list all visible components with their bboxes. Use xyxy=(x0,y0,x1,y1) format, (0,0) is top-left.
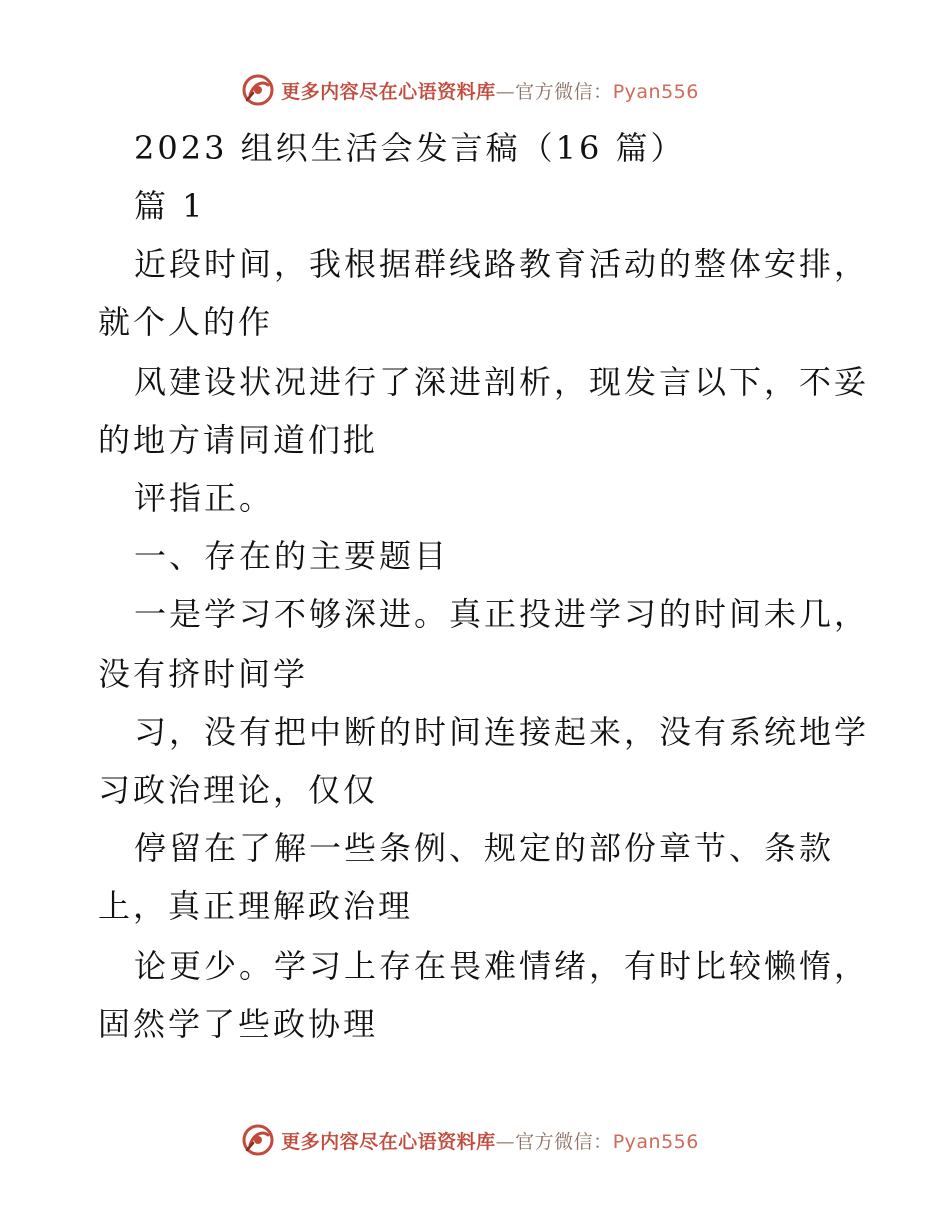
header-banner-text xyxy=(281,77,699,104)
body-line: 论更少。学习上存在畏难情绪，有时比较懒惰， xyxy=(134,947,870,985)
document-title: 2023 组织生活会发言稿（16 篇） xyxy=(134,129,686,167)
header-separator: — xyxy=(495,80,516,103)
body-line: 一是学习不够深进。真正投进学习的时间未几， xyxy=(134,595,870,633)
body-line: 评指正。 xyxy=(134,479,275,517)
header-colon: ： xyxy=(593,80,613,103)
section-heading: 篇 1 xyxy=(134,187,206,225)
body-line: 一、存在的主要题目 xyxy=(134,537,450,575)
footer-banner-text xyxy=(281,1127,699,1154)
header-brand-text: 更多内容尽在心语资料库 xyxy=(281,80,496,103)
brand-logo-icon xyxy=(241,73,275,107)
body-line: 就个人的作 xyxy=(98,303,274,341)
footer-official-label: 官方微信 xyxy=(515,1130,594,1153)
header-wechat-id: Pyan556 xyxy=(612,80,699,103)
body-line: 固然学了些政协理 xyxy=(98,1005,379,1043)
footer-separator: — xyxy=(495,1130,516,1153)
header-official-label: 官方微信 xyxy=(515,80,594,103)
header-banner xyxy=(0,70,950,110)
footer-brand-text: 更多内容尽在心语资料库 xyxy=(281,1130,496,1153)
footer-wechat-id: Pyan556 xyxy=(612,1130,699,1153)
footer-colon: ： xyxy=(593,1130,613,1153)
body-line: 习，没有把中断的时间连接起来，没有系统地学 xyxy=(134,713,870,751)
footer-banner xyxy=(0,1120,950,1160)
body-line: 风建设状况进行了深进剖析，现发言以下，不妥 xyxy=(134,363,870,401)
body-line: 没有挤时间学 xyxy=(98,655,309,693)
body-line: 近段时间，我根据群线路教育活动的整体安排， xyxy=(134,245,870,283)
body-line: 停留在了解一些条例、规定的部份章节、条款 xyxy=(134,829,835,867)
brand-logo-icon xyxy=(241,1123,275,1157)
body-line: 上，真正理解政治理 xyxy=(98,887,414,925)
body-line: 习政治理论，仅仅 xyxy=(98,771,379,809)
body-line: 的地方请同道们批 xyxy=(98,421,379,459)
